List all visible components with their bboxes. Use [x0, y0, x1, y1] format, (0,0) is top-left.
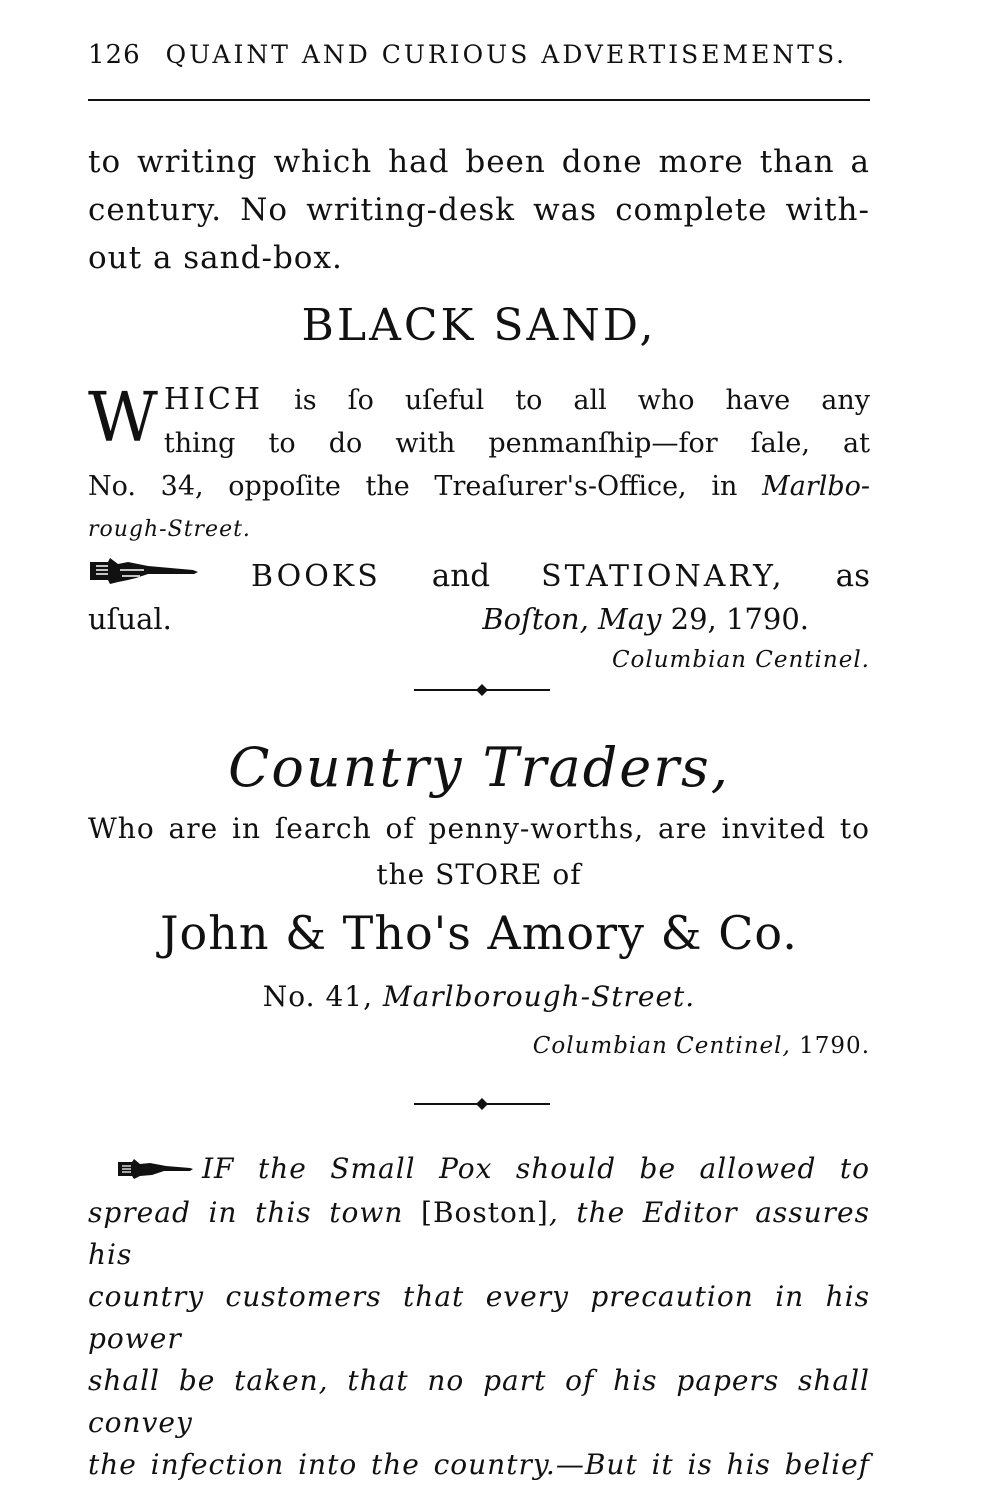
- pointing-hand-icon: [116, 1150, 194, 1192]
- ornament-divider: [414, 683, 550, 697]
- ad-text: as: [835, 558, 870, 594]
- page-number: 126: [88, 40, 141, 70]
- ad-line: rough-Street.: [88, 517, 251, 542]
- ad-address: [88, 980, 870, 1013]
- ad-body-black-sand: [88, 378, 870, 641]
- ad-line: Who are in ſearch of penny-worths, are invited to: [88, 812, 870, 845]
- notice-text: , the Editor assures his: [88, 1195, 870, 1271]
- running-title: QUAINT AND CURIOUS ADVERTISEMENTS.: [165, 40, 848, 69]
- notice-line: [88, 1192, 870, 1276]
- source-citation: [88, 1033, 870, 1059]
- ad-text: uſual.: [88, 602, 172, 636]
- ad-italic: Marlbo-: [762, 471, 870, 502]
- ad-italic: Columbian Centinel,: [532, 1033, 791, 1059]
- ad-text: 29, 1790.: [661, 602, 809, 636]
- ad-text: 1790.: [790, 1033, 870, 1059]
- notice-line: [88, 1148, 870, 1192]
- ad-smallcaps: BOOKS: [251, 559, 381, 594]
- pointing-hand-icon: [88, 555, 200, 598]
- ad-text: No. 34, oppoſite the Treaſurer's-Office, in: [88, 471, 763, 502]
- ad-italic: Boſton,: [482, 602, 589, 636]
- ad-line: thing to do with penmanſhip—for ſale, at: [163, 428, 870, 459]
- source-citation: Columbian Centinel.: [611, 647, 870, 673]
- running-header: [88, 40, 870, 70]
- notice-text: IF the Small Pox should be allowed to: [202, 1152, 870, 1185]
- notice-line: the infection into the country.—But it is his belief: [88, 1447, 870, 1481]
- intro-line: century. No writing-desk was complete with-: [88, 192, 870, 228]
- ad-line: [88, 378, 870, 422]
- ad-smallcaps: STATIONARY,: [541, 559, 785, 594]
- notice-line: country customers that every precaution in his power: [88, 1279, 870, 1355]
- intro-line: to writing which had been done more than a: [88, 144, 870, 180]
- notice-roman: [Boston]: [421, 1195, 549, 1229]
- ad-title-country-traders: Country Traders,: [228, 736, 730, 799]
- ad-italic: Marlborough-Street.: [382, 980, 696, 1013]
- ad-text: No. 41,: [262, 980, 383, 1013]
- ad-line: [88, 598, 870, 641]
- ad-smallcaps: HICH: [163, 382, 264, 417]
- ad-line: the STORE of: [376, 858, 582, 891]
- ad-text: and: [431, 558, 491, 594]
- ad-line: [88, 555, 870, 598]
- ad-line: [88, 465, 870, 508]
- notice-text: spread in this town: [88, 1195, 422, 1229]
- intro-paragraph: [88, 138, 870, 282]
- ad-text: is ſo uſeful to all who have any: [263, 385, 870, 416]
- notice-line: shall be taken, that no part of his papers shall convey: [88, 1363, 870, 1439]
- ad-title-black-sand: BLACK SAND,: [301, 300, 657, 351]
- small-pox-notice: [88, 1148, 870, 1486]
- intro-line: out a sand-box.: [88, 240, 343, 276]
- merchant-name: John & Tho's Amory & Co.: [160, 906, 798, 960]
- header-rule: [88, 99, 870, 101]
- ornament-divider: [414, 1097, 550, 1111]
- drop-cap: W: [88, 379, 158, 458]
- ad-italic: May: [598, 602, 662, 636]
